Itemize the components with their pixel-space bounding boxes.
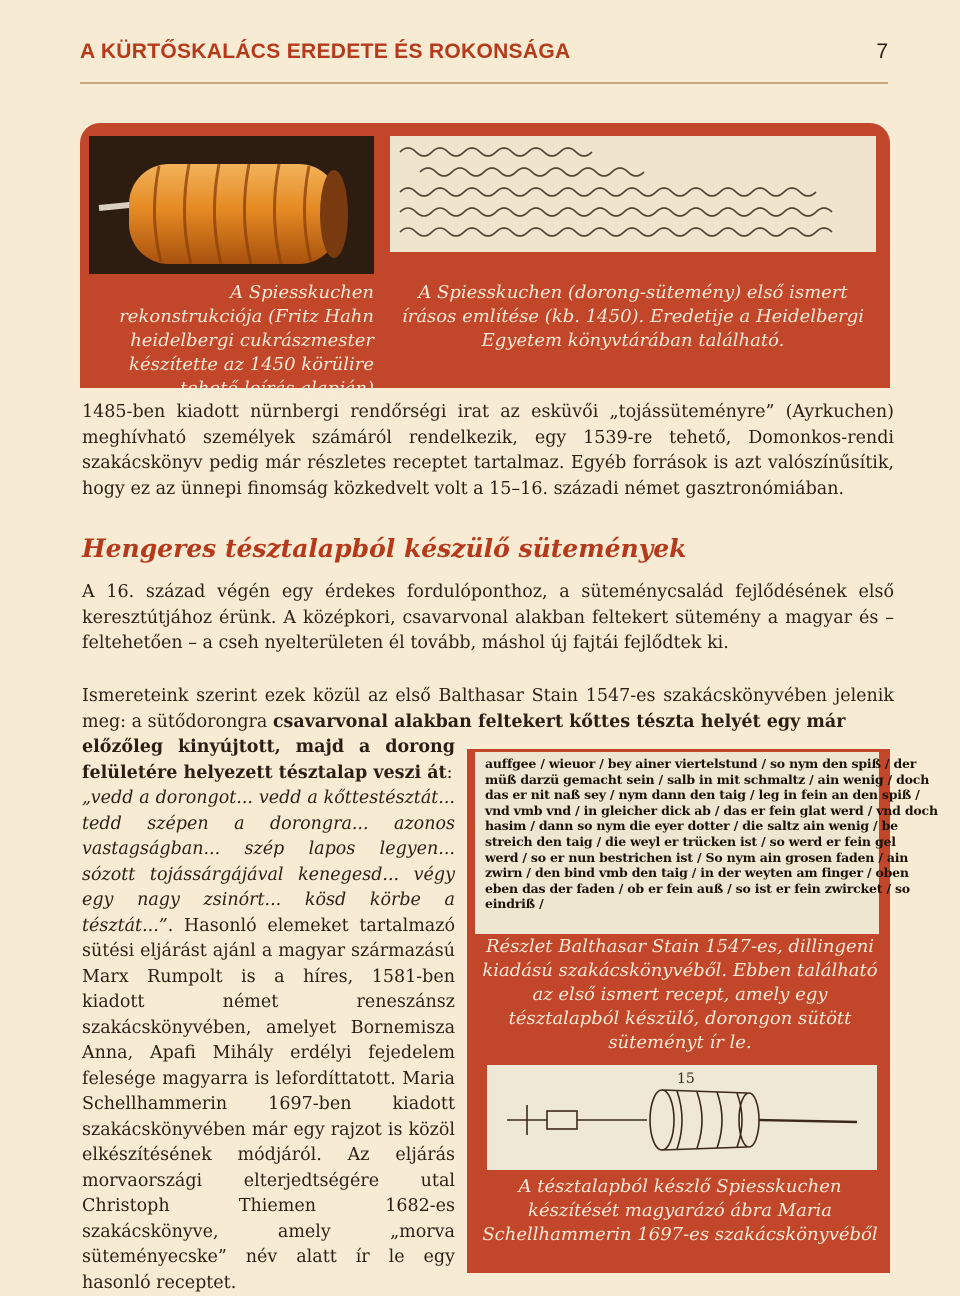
header-title: A KÜRTŐSKALÁCS EREDETE ÉS ROKONSÁGA [80,40,571,63]
paragraph-2: A 16. század végén egy érdekes fordulóponthoz, a süteménycsalád fejlődésének első keresztútjához érünk. A középkori, csavarvonal alakban feltekert sütemény a magyar és – feltehetően – a cseh nyelterületen él tovább, máshol új fajtái fejlődtek ki. [82,582,894,653]
recipe-line: eindriß / [485,896,544,912]
recipe-line: das er nit naß sey / nym dann den taig / leg in fein an den spiß / [485,787,920,803]
recipe-line: eben das der faden / ob er fein auß / so ist er fein zwircket / so [485,880,910,896]
manuscript-image [390,136,876,252]
recipe-line: streich den taig / die weyl er trücken ist / so werd er fein gel [485,833,896,849]
recipe-quote: „vedd a dorongot... vedd a kőttestésztát... tedd szépen a dorongra... azonos vastagságban... szép lapos legyen... sózott tojássárgájával kenegesd... végy egy nagy zsinórt... kösd körbe a tésztát...” [82,788,455,936]
section-heading: Hengeres tésztalapból készülő sütemények [82,534,687,563]
recipe-line: werd / so er nun bestrichen ist / So nym ain grosen faden / ain [485,849,909,865]
paragraph-3-text: Ismereteink szerint ezek közül az első Balthasar Stain 1547-es szakácskönyvében jelenik meg: a sütődorongra [82,686,894,732]
drawing-label: 15 [677,1071,695,1087]
paragraph-3 [82,684,894,735]
recipe-line: auffgee / wieuor / bey ainer viertelstund / so nym den spiß / der [485,756,917,771]
header-rule [80,82,888,84]
recipe-line: zwirn / den bind vmb den taig / in der weyten am finger / oben [485,865,909,881]
manuscript-caption: A Spiesskuchen (dorong-sütemény) első ismert írásos említése (kb. 1450). Eredetije a Heidelbergi Egyetem könyvtárában található. [401,282,865,351]
recipe-line: müß darzü gemacht sein / salb in mit schmaltz / ain wenig / doch [485,771,930,787]
recipe-line: hasim / dann so nym die eyer dotter / die saltz ain wenig / be [485,818,898,834]
recipe-line: vnd vmb vnd / in gleicher dick ab / das er fein glat werd / vnd doch [485,802,938,818]
stain-caption: Részlet Balthasar Stain 1547-es, dillingeni kiadású szakácskönyvéből. Ebben található az első ismert recept, amely egy tésztalapból készülő, dorongon sütött süteményt ír le. [482,936,878,1053]
paragraph-4-colon: : [446,762,453,783]
paragraph-4-wrap [82,735,455,1296]
schellhammer-drawing [487,1065,877,1170]
paragraph-4-text: . Hasonló elemeket tartalmazó sütési eljárást ajánl a magyar származású Marx Rumpolt is a híres, 1581-ben kiadott német reneszánsz szakácskönyvében, amelyet Bornemisza Anna, Apafi Mihály erdélyi fejedelem felesége magyarra is lefordíttatott. Maria Schellhammerin 1697-ben kiadott szakácskönyvében már egy rajzot is közöl elkészítésének módjáról. Az eljárás morvaországi elterjedtségére utal Christoph Thiemen 1682-es szakácskönyve, amely „morva süteményecske” név alatt ír le egy hasonló receptet. [82,915,455,1293]
schellhammer-caption: A tésztalapból készlő Spiesskuchen készítését magyarázó ábra Maria Schellhammerin 1697-es szakácskönyvéből [482,1176,878,1245]
paragraph-1: 1485-ben kiadott nürnbergi rendőrségi irat az esküvői „tojássüteményre” (Ayrkuchen) meghívható személyek számáról rendelkezik, egy 1539-re tehető, Domonkos-rendi szakácskönyv pedig már részletes receptet tartalmaz. Egyéb források is azt valószínűsítik, hogy ez az ünnepi finomság közkedvelt volt a 15–16. századi német gasztronómiában. [82,402,894,499]
paragraph-4-bold-tail: előzőleg kinyújtott, majd a dorong felületére helyezett tésztalap veszi át [82,737,455,783]
stain-recipe-image [475,752,938,934]
page-number: 7 [876,40,888,63]
paragraph-3-bold: csavarvonal alakban feltekert kőttes tészta helyét egy már [272,711,846,732]
spiesskuchen-photo [89,136,374,274]
reconstruction-caption: A Spiesskuchen rekonstrukciója (Fritz Hahn heidelbergi cukrászmester készítette az 1450 körülire tehető leírás alapján) [119,282,374,399]
